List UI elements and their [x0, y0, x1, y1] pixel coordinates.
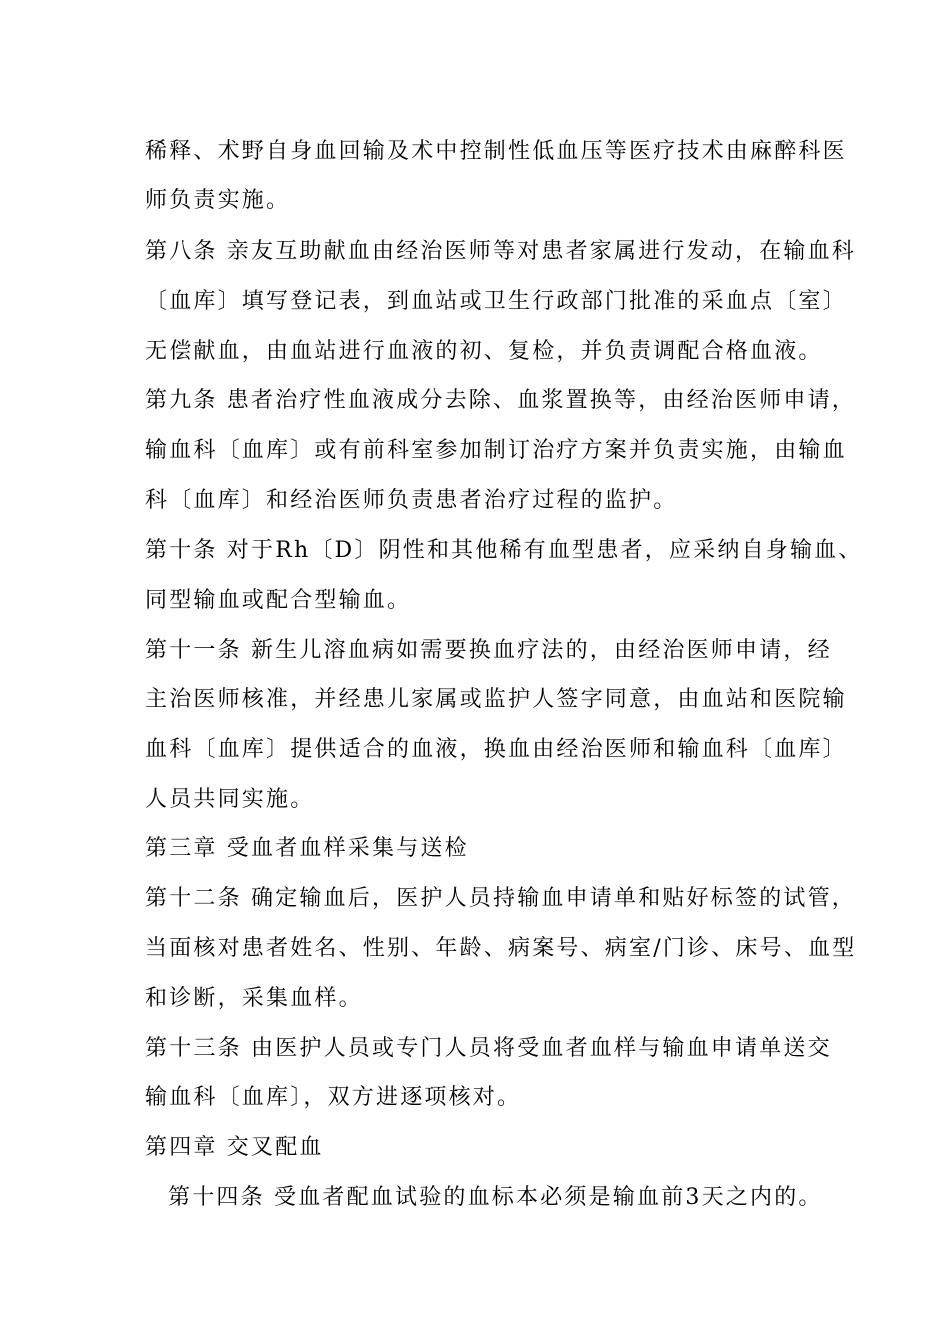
text-line: 和诊断，采集血样。 — [145, 986, 363, 1011]
text-line: 人员共同实施。 — [145, 787, 315, 812]
text-line: 同型输血或配合型输血。 — [145, 588, 412, 613]
chapter-4-heading: 第四章 交叉配血 — [145, 1135, 324, 1160]
text-line: 当面核对患者姓名、性别、年龄、病案号、病室/门诊、床号、血型 — [145, 936, 857, 961]
text-line: 血科〔血库〕提供适合的血液，换血由经治医师和输血科〔血库〕 — [145, 737, 847, 762]
article-10-heading-line: 第十条 对于Rh〔D〕阴性和其他稀有血型患者，应采纳自身输血、 — [145, 538, 863, 563]
text-line: 稀释、术野自身血回输及术中控制性低血压等医疗技术由麻醉科医 — [145, 139, 847, 164]
article-9-heading-line: 第九条 患者治疗性血液成分去除、血浆置换等，由经治医师申请， — [145, 388, 856, 413]
text-line: 主治医师核准，并经患儿家属或监护人签字同意，由血站和医院输 — [145, 687, 847, 712]
article-8-heading-line: 第八条 亲友互助献血由经治医师等对患者家属进行发动，在输血科 — [145, 239, 856, 264]
text-line: 师负责实施。 — [145, 188, 291, 213]
text-line: 科〔血库〕和经治医师负责患者治疗过程的监护。 — [145, 488, 678, 513]
text-line: 无偿献血，由血站进行血液的初、复检，并负责调配合格血液。 — [145, 339, 823, 364]
article-11-heading-line: 第十一条 新生儿溶血病如需要换血疗法的，由经治医师申请，经 — [145, 638, 832, 663]
text-line: 〔血库〕填写登记表，到血站或卫生行政部门批准的采血点〔室〕 — [145, 289, 847, 314]
text-line: 输血科〔血库〕或有前科室参加制订治疗方案并负责实施，由输血 — [145, 438, 847, 463]
article-14-heading-line: 第十四条 受血者配血试验的血标本必须是输血前3天之内的。 — [168, 1185, 823, 1210]
article-12-heading-line: 第十二条 确定输血后，医护人员持输血申请单和贴好标签的试管， — [145, 886, 856, 911]
text-line: 输血科〔血库〕，双方进逐项核对。 — [145, 1085, 522, 1110]
chapter-3-heading: 第三章 受血者血样采集与送检 — [145, 836, 469, 861]
article-13-heading-line: 第十三条 由医护人员或专门人员将受血者血样与输血申请单送交 — [145, 1036, 832, 1061]
